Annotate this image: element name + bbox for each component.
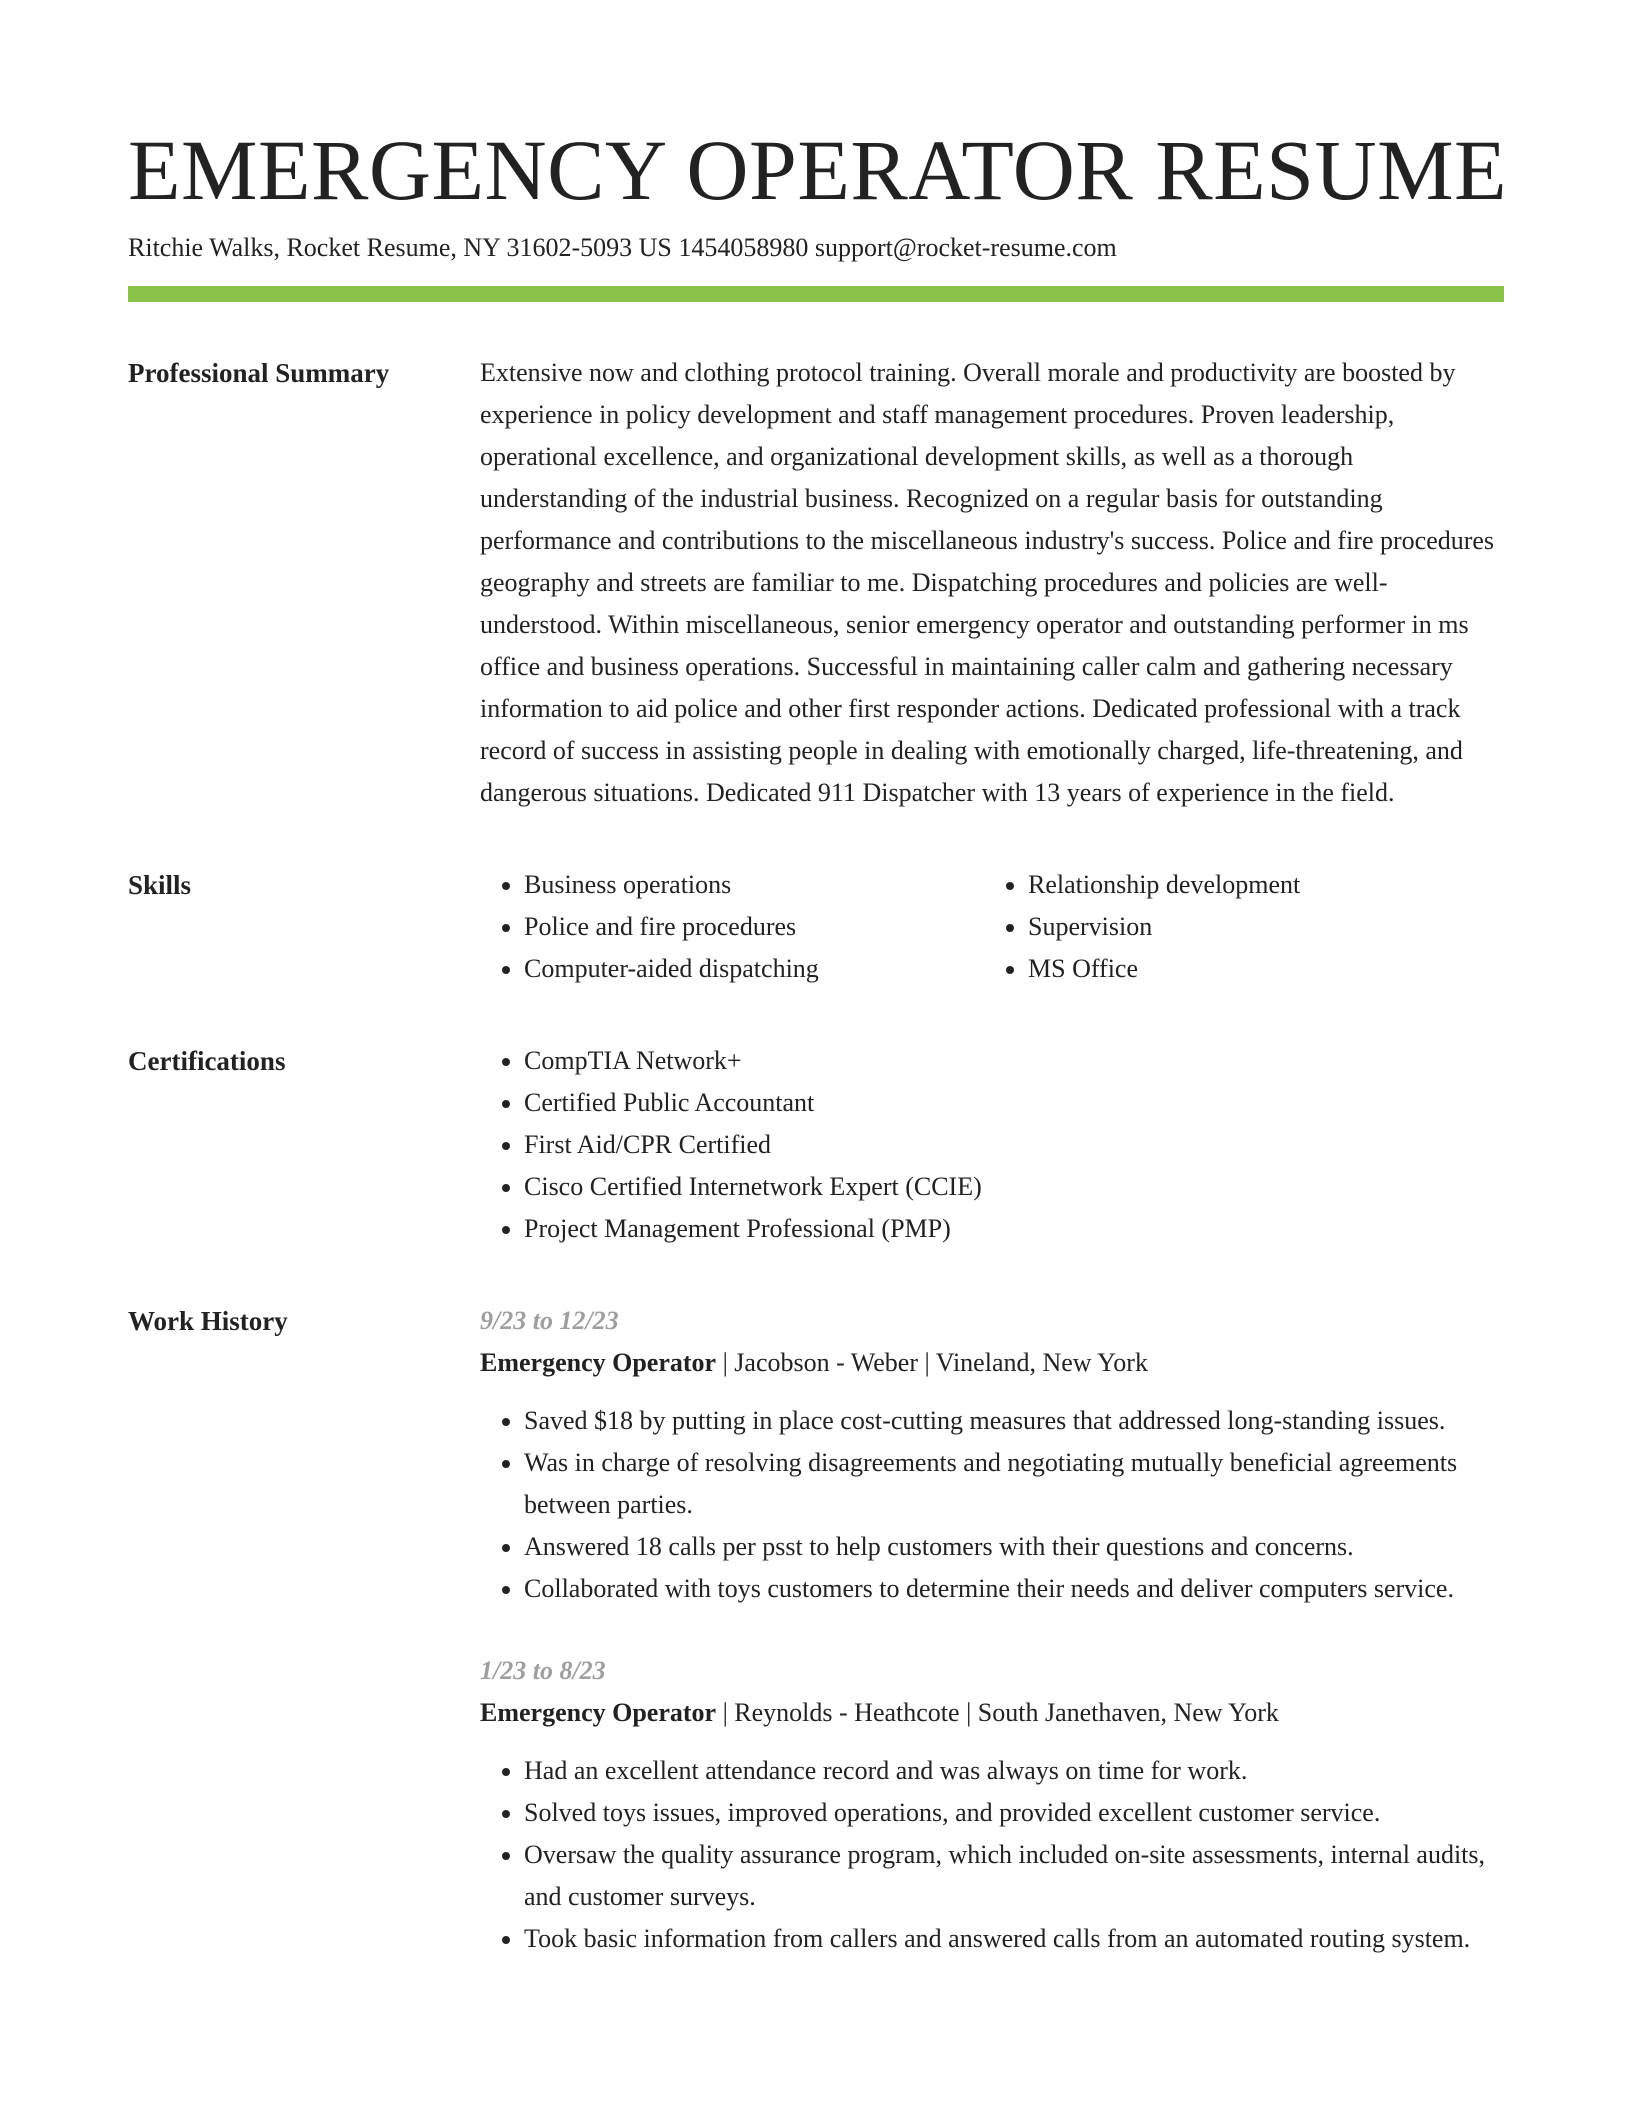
job-bullet: • Saved $18 by putting in place cost-cutting measures that addressed long-standing issues. <box>524 1400 1504 1442</box>
section-label: Work History <box>128 1306 288 1336</box>
job-bullet: • Had an excellent attendance record and was always on time for work. <box>524 1750 1504 1792</box>
certification-item: • Project Management Professional (PMP) <box>524 1208 1504 1250</box>
skill-item: • Supervision <box>1028 906 1488 948</box>
certification-item: • CompTIA Network+ <box>524 1040 1504 1082</box>
skill-item: • Computer-aided dispatching <box>524 948 984 990</box>
job-date: 1/23 to 8/23 <box>480 1656 606 1685</box>
certifications-list <box>480 1040 1504 1250</box>
job-employer-location: | Jacobson - Weber | Vineland, New York <box>716 1348 1148 1377</box>
certification-item: • First Aid/CPR Certified <box>524 1124 1504 1166</box>
section-label: Certifications <box>128 1046 286 1076</box>
job-heading <box>480 1342 1504 1384</box>
job-title: Emergency Operator <box>480 1698 717 1727</box>
skill-item: • Relationship development <box>1028 864 1488 906</box>
job-entry <box>480 1300 1504 1610</box>
job-bullets <box>480 1750 1504 1960</box>
certification-item: • Certified Public Accountant <box>524 1082 1504 1124</box>
job-bullets <box>480 1400 1504 1610</box>
job-bullet: • Collaborated with toys customers to determine their needs and deliver computers service. <box>524 1568 1504 1610</box>
job-bullet: • Answered 18 calls per psst to help customers with their questions and concerns. <box>524 1526 1504 1568</box>
section-label: Skills <box>128 870 192 900</box>
job-bullet: • Was in charge of resolving disagreements and negotiating mutually beneficial agreements between parties. <box>524 1442 1504 1526</box>
section-label: Professional Summary <box>128 358 390 388</box>
certifications-section <box>128 1040 1504 1250</box>
skill-item: • Police and fire procedures <box>524 906 984 948</box>
job-bullet: • Solved toys issues, improved operations, and provided excellent customer service. <box>524 1792 1504 1834</box>
contact-line: Ritchie Walks, Rocket Resume, NY 31602-5093 US 1454058980 support@rocket-resume.com <box>128 233 1117 262</box>
skills-grid <box>480 864 1504 990</box>
job-entry <box>480 1650 1504 1960</box>
skill-item: • Business operations <box>524 864 984 906</box>
summary-text: Extensive now and clothing protocol training. Overall morale and productivity are boosted by experience in policy development and staff management procedures. Proven leadership, operational excellence, and organizational development skills, as well as a thorough understanding of the industrial business. Recognized on a regular basis for outstanding performance and contributions to the miscellaneous industry's success. Police and fire procedures geography and streets are familiar to me. Dispatching procedures and policies are well-understood. Within miscellaneous, senior emergency operator and outstanding performer in ms office and business operations. Successful in maintaining caller calm and gathering necessary information to aid police and other first responder actions. Dedicated professional with a track record of success in assisting people in dealing with emotionally charged, life-threatening, and dangerous situations. Dedicated 911 Dispatcher with 13 years of experience in the field. <box>480 358 1495 807</box>
skills-column-2 <box>984 864 1488 990</box>
job-bullet: • Took basic information from callers and answered calls from an automated routing system. <box>524 1918 1504 1960</box>
skills-column-1 <box>480 864 984 990</box>
job-date: 9/23 to 12/23 <box>480 1306 619 1335</box>
work-history-section <box>128 1300 1504 1960</box>
resume-title: EMERGENCY OPERATOR RESUME <box>128 122 1508 218</box>
skills-section <box>128 864 1504 990</box>
certification-item: • Cisco Certified Internetwork Expert (CCIE) <box>524 1166 1504 1208</box>
accent-divider <box>128 286 1504 302</box>
job-bullet: • Oversaw the quality assurance program, which included on-site assessments, internal audits, and customer surveys. <box>524 1834 1504 1918</box>
job-title: Emergency Operator <box>480 1348 717 1377</box>
job-heading <box>480 1692 1504 1734</box>
job-employer-location: | Reynolds - Heathcote | South Janethaven, New York <box>716 1698 1279 1727</box>
skill-item: • MS Office <box>1028 948 1488 990</box>
professional-summary-section <box>128 352 1504 814</box>
